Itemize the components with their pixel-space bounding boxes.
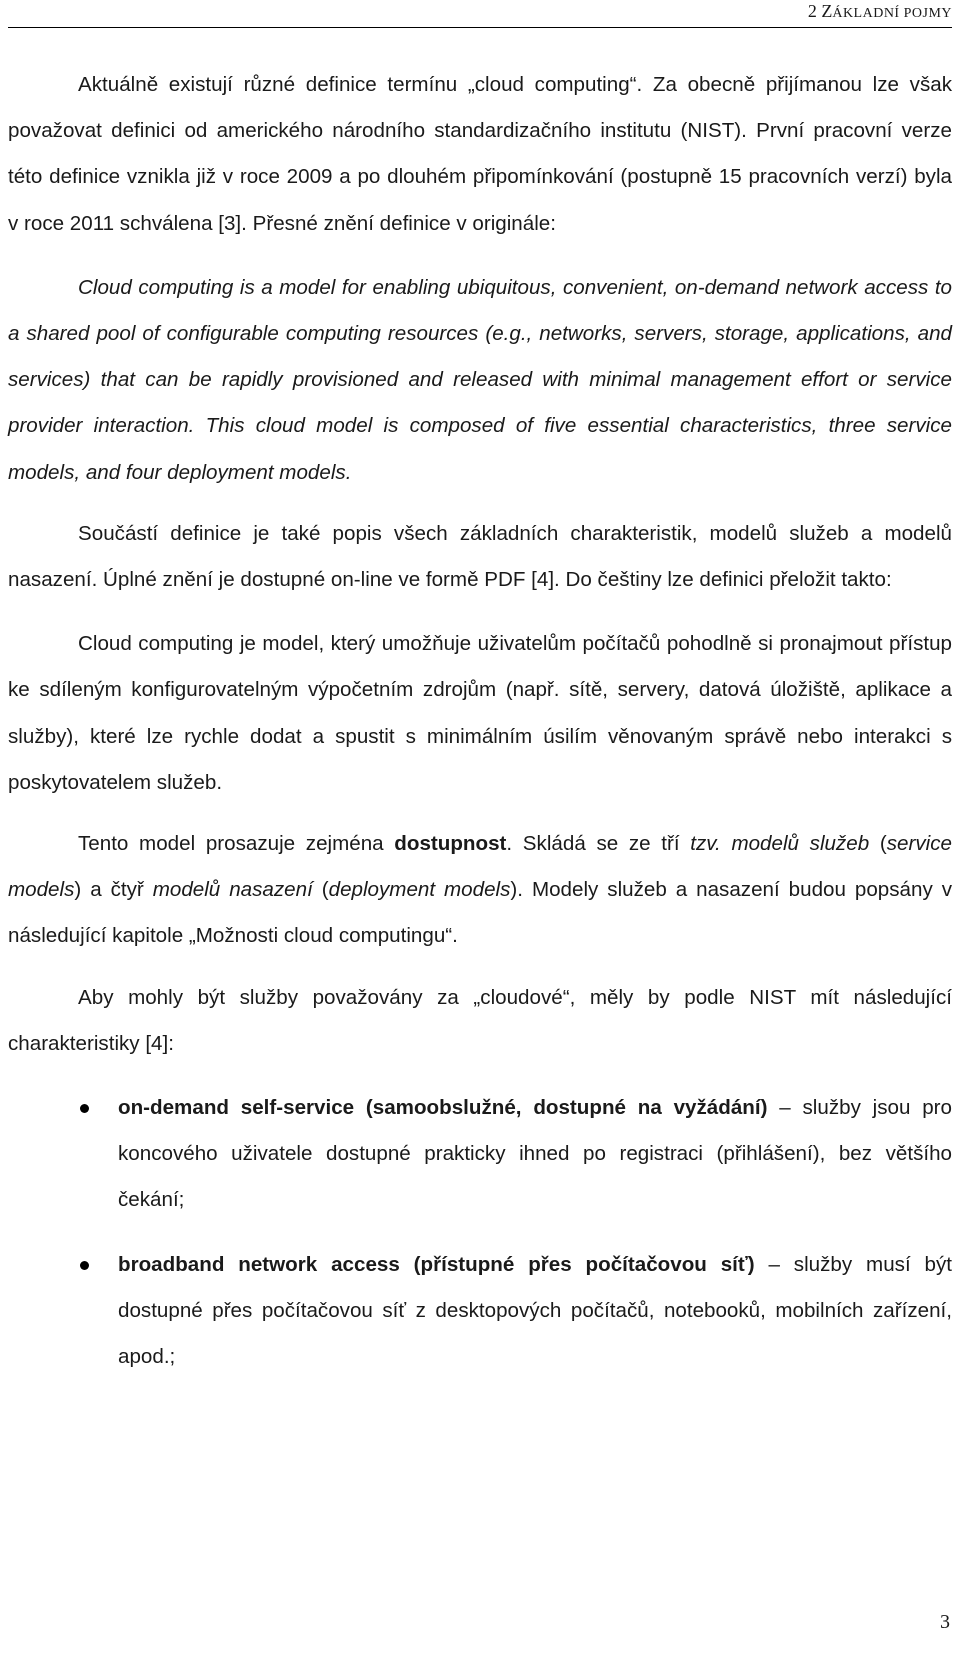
- bullet-icon: [80, 1104, 89, 1113]
- list-item: [8, 1242, 952, 1381]
- bullet-icon: [80, 1261, 89, 1270]
- list-item: [8, 1085, 952, 1224]
- bullet-term: broadband network access (přístupné přes počítačovou síť): [118, 1252, 755, 1276]
- deployment-models-term: modelů nasazení: [152, 878, 313, 902]
- deployment-models-en: deployment models: [328, 878, 511, 902]
- intro-paragraph: [8, 62, 952, 247]
- model-text-4: ) a čtyř: [74, 878, 153, 902]
- model-text-1: Tento model prosazuje zejména: [78, 832, 395, 856]
- characteristics-list: [8, 1085, 952, 1380]
- chapter-title: ÁKLADNÍ POJMY: [832, 6, 952, 21]
- service-models-term: tzv. modelů služeb: [690, 832, 870, 856]
- page-number: 3: [940, 1611, 950, 1633]
- bullet-term: on-demand self-service (samoobslužné, dostupné na vyžádání): [118, 1096, 768, 1120]
- running-header: [8, 0, 952, 28]
- page-body: [8, 62, 952, 1398]
- bullet-description: – služby musí být dostupné přes počítačovou síť z desktopových počítačů, notebooků, mobilních zařízení, apod.;: [118, 1252, 952, 1369]
- chapter-number: 2 Z: [807, 1, 833, 21]
- availability-term: dostupnost: [394, 832, 507, 856]
- service-models-en: service models: [8, 832, 952, 902]
- model-text-6: ). Modely služeb a nasazení budou popsány v následující kapitole „Možnosti cloud computingu“.: [8, 878, 952, 948]
- model-text-5: (: [312, 878, 329, 902]
- nist-definition-quote: Cloud computing is a model for enabling ubiquitous, convenient, on-demand network access to a shared pool of configurable computing resources (e.g., networks, servers, storage, applications, and services) that can be rapidly provisioned and released with minimal management effort or service provider interaction. This cloud model is composed of five essential characteristics, three service models, and four deployment models.: [8, 275, 952, 484]
- model-text-2: . Skládá se ze tří: [506, 832, 691, 856]
- czech-translation-paragraph: Cloud computing je model, který umožňuje uživatelům počítačů pohodlně si pronajmout přístup ke sdíleným konfigurovatelným výpočetním zdrojům (např. sítě, servery, datová úložiště, aplikace a služby), které lze rychle dodat a spustit s minimálním úsilím věnovaným správě nebo interakci s poskytovatelem služeb.: [8, 632, 952, 794]
- characteristics-intro: Aby mohly být služby považovány za „cloudové“, měly by podle NIST mít následující charakteristiky [4]:: [8, 985, 952, 1055]
- intro-text: Aktuálně existují různé definice termínu „cloud computing“. Za obecně přijímanou lze však považovat definici od amerického národního standardizačního institutu (NIST). První pracovní verze této definice vznikla již v roce 2009 a po dlouhém připomínkování (postupně 15 pracovních verzí) byla v roce 2011 schválena [3]. Přesné znění definice v originále:: [8, 73, 952, 235]
- definition-parts-paragraph: Součástí definice je také popis všech základních charakteristik, modelů služeb a modelů nasazení. Úplné znění je dostupné on-line ve formě PDF [4]. Do češtiny lze definici přeložit takto:: [8, 521, 952, 592]
- model-paragraph: [8, 821, 952, 960]
- bullet-description: – služby jsou pro koncového uživatele dostupné prakticky ihned po registraci (přihlášení), bez většího čekání;: [118, 1096, 952, 1212]
- model-text-3: (: [869, 832, 887, 856]
